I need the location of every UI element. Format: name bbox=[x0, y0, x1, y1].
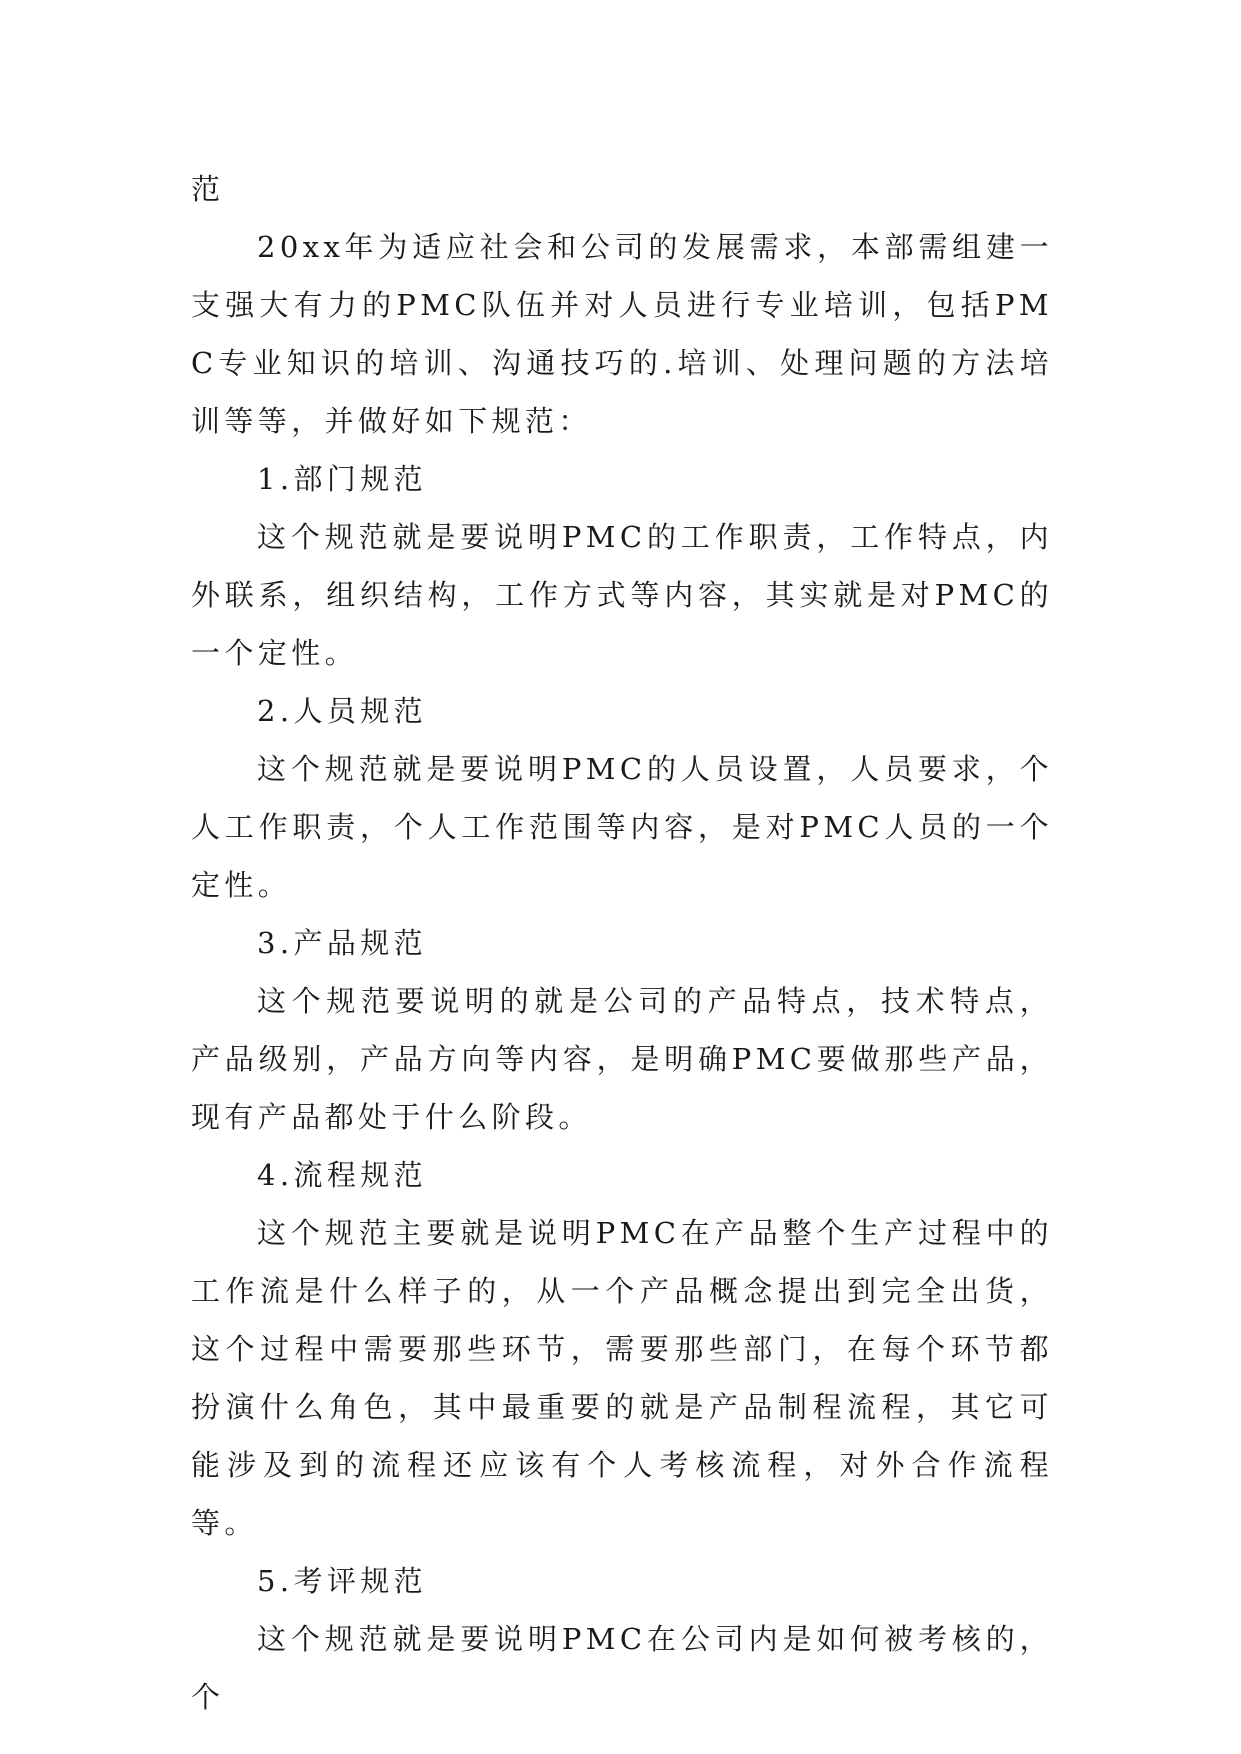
heading-personnel-standard: 2.人员规范 bbox=[257, 694, 428, 728]
paragraph-process-standard: 这个规范主要就是说明PMC在产品整个生产过程中的工作流是什么样子的，从一个产品概念提出到完全出货，这个过程中需要那些环节，需要那些部门，在每个环节都扮演什么角色，其中最重要的就是产品制程流程，其它可能涉及到的流程还应该有个人考核流程，对外合作流程等。 bbox=[191, 1216, 1053, 1540]
heading-evaluation-standard: 5.考评规范 bbox=[257, 1564, 428, 1598]
paragraph-intro: 20xx年为适应社会和公司的发展需求，本部需组建一支强大有力的PMC队伍并对人员进行专业培训，包括PMC专业知识的培训、沟通技巧的.培训、处理问题的方法培训等等，并做好如下规范： bbox=[191, 230, 1053, 438]
paragraph-department-standard: 这个规范就是要说明PMC的工作职责，工作特点，内外联系，组织结构，工作方式等内容，其实就是对PMC的一个定性。 bbox=[191, 520, 1053, 670]
heading-process-standard: 4.流程规范 bbox=[257, 1158, 428, 1192]
paragraph-product-standard: 这个规范要说明的就是公司的产品特点，技术特点，产品级别，产品方向等内容，是明确PMC要做那些产品，现有产品都处于什么阶段。 bbox=[191, 984, 1053, 1134]
heading-department-standard: 1.部门规范 bbox=[257, 462, 428, 496]
document-body bbox=[191, 160, 1053, 1726]
heading-product-standard: 3.产品规范 bbox=[257, 926, 428, 960]
paragraph-personnel-standard: 这个规范就是要说明PMC的人员设置，人员要求，个人工作职责，个人工作范围等内容，是对PMC人员的一个定性。 bbox=[191, 752, 1053, 902]
paragraph-evaluation-standard: 这个规范就是要说明PMC在公司内是如何被考核的，个 bbox=[191, 1622, 1053, 1714]
paragraph-continuation: 范 bbox=[191, 172, 225, 206]
